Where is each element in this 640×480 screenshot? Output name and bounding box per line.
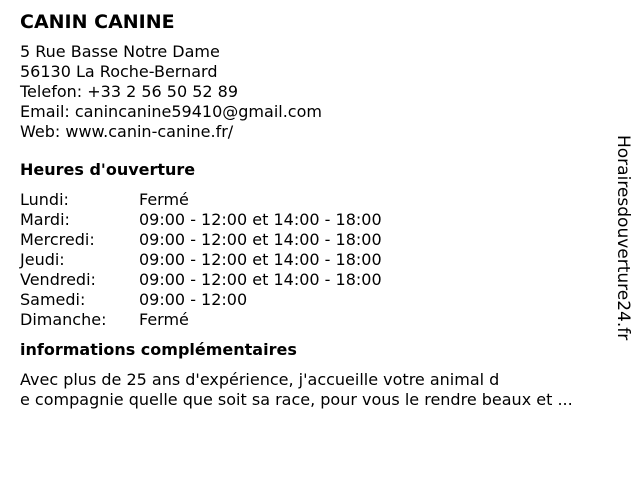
hours-time: 09:00 - 12:00 et 14:00 - 18:00 — [139, 210, 382, 229]
hours-day: Vendredi: — [20, 270, 96, 289]
hours-row — [20, 230, 610, 250]
hours-day: Mardi: — [20, 210, 70, 229]
business-name: CANIN CANINE — [20, 11, 175, 33]
email-line: Email: canincanine59410@gmail.com — [20, 102, 322, 121]
hours-time: Fermé — [139, 190, 189, 209]
additional-info-title: informations complémentaires — [20, 340, 297, 359]
phone-line: Telefon: +33 2 56 50 52 89 — [20, 82, 239, 101]
hours-day: Lundi: — [20, 190, 69, 209]
additional-info-line: e compagnie quelle que soit sa race, pour vous le rendre beaux et ... — [20, 390, 573, 409]
hours-day: Dimanche: — [20, 310, 107, 329]
address-city: 56130 La Roche-Bernard — [20, 62, 218, 81]
site-watermark: Horairesdouverture24.fr — [613, 135, 633, 341]
hours-row — [20, 310, 610, 330]
hours-time: 09:00 - 12:00 — [139, 290, 248, 309]
hours-row — [20, 250, 610, 270]
hours-time: 09:00 - 12:00 et 14:00 - 18:00 — [139, 250, 382, 269]
hours-day: Jeudi: — [20, 250, 65, 269]
opening-hours-title: Heures d'ouverture — [20, 160, 196, 179]
additional-info-line: Avec plus de 25 ans d'expérience, j'accueille votre animal d — [20, 370, 500, 389]
hours-day: Samedi: — [20, 290, 86, 309]
address-street: 5 Rue Basse Notre Dame — [20, 42, 220, 61]
opening-hours-table — [20, 190, 610, 330]
hours-row — [20, 190, 610, 210]
hours-time: 09:00 - 12:00 et 14:00 - 18:00 — [139, 230, 382, 249]
business-card — [20, 10, 610, 410]
hours-day: Mercredi: — [20, 230, 95, 249]
hours-time: 09:00 - 12:00 et 14:00 - 18:00 — [139, 270, 382, 289]
website-line: Web: www.canin-canine.fr/ — [20, 122, 234, 141]
hours-time: Fermé — [139, 310, 189, 329]
hours-row — [20, 210, 610, 230]
hours-row — [20, 270, 610, 290]
hours-row — [20, 290, 610, 310]
